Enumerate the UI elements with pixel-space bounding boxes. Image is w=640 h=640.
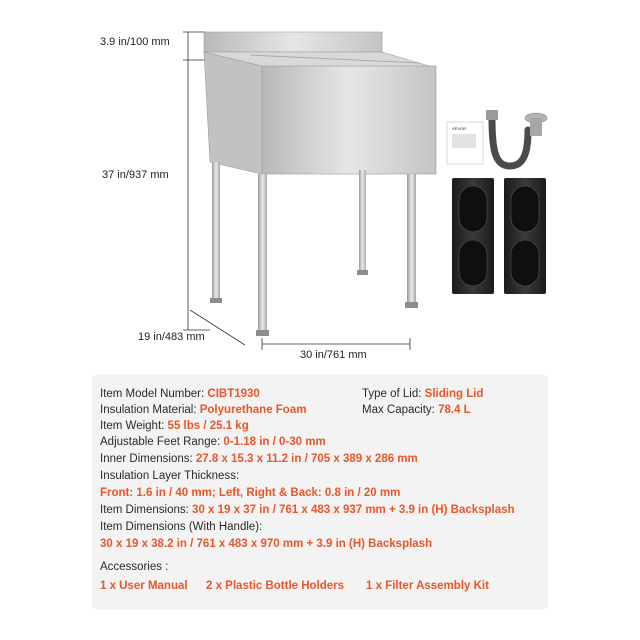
spec-insulation: [100, 404, 306, 416]
leg-back-right: [359, 170, 366, 274]
spec-feet-label: Adjustable Feet Range:: [100, 436, 221, 448]
spec-lid: [362, 388, 483, 400]
spec-model: [100, 388, 260, 400]
leg-front-right: [407, 174, 416, 306]
spec-inner: [100, 453, 418, 465]
width-dimension: 30 in/761 mm: [300, 349, 367, 361]
accessory-user-manual: 1 x User Manual: [100, 580, 188, 592]
backsplash: [204, 32, 382, 52]
bin-body-front: [262, 66, 436, 174]
spec-thickness-label: Insulation Layer Thickness:: [100, 470, 240, 482]
spec-item-dim-label: Item Dimensions:: [100, 504, 189, 516]
accessories-label: Accessories :: [100, 561, 169, 573]
spec-insulation-label: Insulation Material:: [100, 404, 197, 416]
spec-lid-value: Sliding Lid: [424, 388, 484, 400]
spec-lid-label: Type of Lid:: [362, 388, 422, 400]
spec-item-dim: [100, 504, 515, 516]
backsplash-dimension: 3.9 in/100 mm: [100, 36, 170, 48]
bin-body-side: [204, 52, 262, 174]
spec-weight-value: 55 lbs / 25.1 kg: [167, 420, 249, 432]
bottle-holder-right: [504, 178, 546, 294]
spec-capacity-value: 78.4 L: [438, 404, 471, 416]
filter-assembly-icon: [486, 110, 547, 166]
spec-thickness-value: Front: 1.6 in / 40 mm; Left, Right & Back: 0.8 in / 20 mm: [100, 487, 401, 499]
accessory-filter-kit: 1 x Filter Assembly Kit: [366, 580, 489, 592]
spec-feet: [100, 436, 326, 448]
depth-dimension: 19 in/483 mm: [138, 331, 205, 343]
spec-handle-dim-value: 30 x 19 x 38.2 in / 761 x 483 x 970 mm + 3.9 in (H) Backsplash: [100, 538, 433, 550]
spec-model-label: Item Model Number:: [100, 388, 205, 400]
spec-insulation-value: Polyurethane Foam: [199, 404, 307, 416]
leg-back-left: [212, 162, 220, 302]
spec-inner-label: Inner Dimensions:: [100, 453, 193, 465]
spec-panel: [92, 374, 548, 610]
user-manual-icon: [447, 122, 483, 164]
spec-model-value: CIBT1930: [207, 388, 260, 400]
leg-front-left: [258, 174, 267, 334]
spec-weight: [100, 420, 249, 432]
accessory-bottle-holders: 2 x Plastic Bottle Holders: [206, 580, 345, 592]
spec-inner-value: 27.8 x 15.3 x 11.2 in / 705 x 389 x 286 mm: [195, 453, 418, 465]
spec-item-dim-value: 30 x 19 x 37 in / 761 x 483 x 937 mm + 3.9 in (H) Backsplash: [192, 504, 515, 516]
spec-capacity: [362, 404, 471, 416]
spec-feet-value: 0-1.18 in / 0-30 mm: [223, 436, 326, 448]
bottle-holder-left: [452, 178, 494, 294]
spec-weight-label: Item Weight:: [100, 420, 165, 432]
spec-handle-dim-label: Item Dimensions (With Handle):: [100, 521, 263, 533]
spec-capacity-label: Max Capacity:: [362, 404, 435, 416]
svg-text:VEVOR: VEVOR: [452, 126, 467, 131]
height-dimension: 37 in/937 mm: [102, 169, 169, 181]
